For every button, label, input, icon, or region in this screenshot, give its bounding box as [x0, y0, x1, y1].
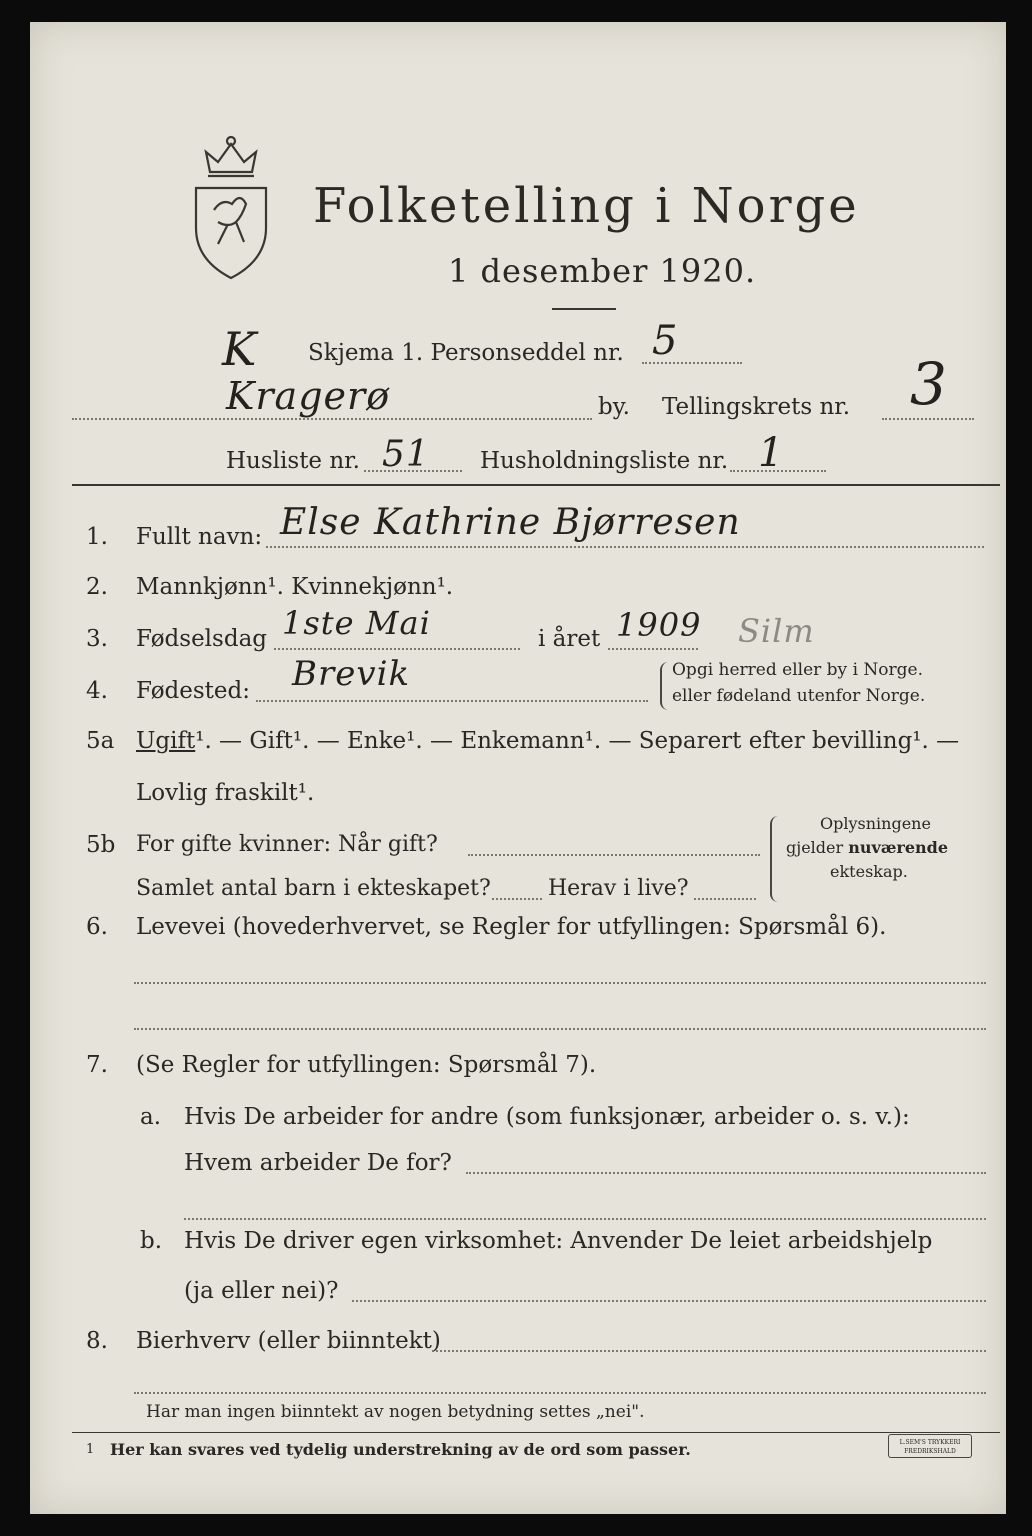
printer-stamp-line1: L.SEM'S TRYKKERI — [899, 1439, 961, 1446]
q3-margin-note: Silm — [738, 612, 815, 650]
q3-year-answer: 1909 — [616, 606, 702, 644]
q4-number: 4. — [86, 678, 108, 704]
q5b-note-brace — [770, 816, 780, 902]
q8-line2 — [134, 1392, 986, 1394]
q5b-note-line1: Oplysningene — [820, 814, 931, 833]
q5b-note-line3: ekteskap. — [830, 862, 908, 881]
footer-divider — [72, 1432, 1000, 1433]
form-date: 1 desember 1920. — [448, 252, 757, 290]
q5b-note-line2 — [786, 838, 948, 857]
q5a-ugift-underlined: Ugift — [136, 728, 196, 754]
q4-note-line1: Opgi herred eller by i Norge. — [672, 660, 923, 680]
q6-line2 — [134, 1028, 986, 1030]
q1-answer: Else Kathrine Bjørresen — [280, 502, 741, 543]
q5b-note-nuvaerende: nuværende — [848, 838, 949, 857]
skjema-label: Skjema 1. Personseddel nr. — [308, 340, 624, 366]
q7b-line2: (ja eller nei)? — [184, 1278, 339, 1304]
q7-number: 7. — [86, 1052, 108, 1078]
q3-year-label: i året — [538, 626, 601, 652]
q5a-line1-rest: ¹. — Gift¹. — Enke¹. — Enkemann¹. — Separert efter bevilling¹. — — [195, 728, 960, 754]
q1-number: 1. — [86, 524, 108, 550]
q3-number: 3. — [86, 626, 108, 652]
footer-note: Har man ingen biinntekt av nogen betydning settes „nei". — [146, 1402, 645, 1422]
printer-stamp — [888, 1434, 972, 1458]
q6-line1 — [134, 982, 986, 984]
q7a-line-1 — [466, 1172, 986, 1174]
husliste-nr-value: 51 — [382, 434, 430, 475]
q7a-line1: Hvis De arbeider for andre (som funksjonær, arbeider o. s. v.): — [184, 1104, 910, 1130]
q5b-line1: For gifte kvinner: Når gift? — [136, 832, 438, 857]
q1-line — [266, 546, 984, 548]
q8-line1 — [432, 1350, 986, 1352]
tellingskrets-nr-value: 3 — [910, 350, 948, 418]
q4-answer: Brevik — [292, 654, 411, 694]
husholdning-nr-value: 1 — [758, 430, 785, 476]
q5b-when-married-line — [468, 854, 760, 856]
q4-note-line2: eller fødeland utenfor Norge. — [672, 686, 926, 706]
printer-stamp-line2: FREDRIKSHALD — [904, 1448, 956, 1455]
q3-day-answer: 1ste Mai — [282, 604, 431, 642]
q4-label: Fødested: — [136, 678, 251, 704]
q5b-alive-line — [694, 898, 756, 900]
handwritten-mark-k: K — [222, 322, 258, 376]
title-divider — [552, 308, 616, 310]
coat-of-arms-icon — [188, 132, 274, 282]
q7b-line — [352, 1300, 986, 1302]
header-divider — [72, 484, 1000, 486]
q5a-line2: Lovlig fraskilt¹. — [136, 780, 315, 806]
by-label: by. — [598, 394, 630, 420]
q5a-number: 5a — [86, 728, 115, 754]
q2-number: 2. — [86, 574, 108, 600]
q6-label: Levevei (hovederhvervet, se Regler for utfyllingen: Spørsmål 6). — [136, 914, 887, 940]
q7b-letter: b. — [140, 1228, 163, 1254]
personseddel-nr-value: 5 — [652, 318, 679, 364]
q5b-children-line — [492, 898, 542, 900]
q7a-line2: Hvem arbeider De for? — [184, 1150, 452, 1176]
q6-number: 6. — [86, 914, 108, 940]
q7a-letter: a. — [140, 1104, 162, 1130]
city-value: Kragerø — [226, 374, 391, 418]
q5b-line2b: Herav i live? — [548, 876, 689, 901]
q8-label: Bierhverv (eller biinntekt) — [136, 1328, 441, 1354]
q4-line — [256, 700, 648, 702]
q7b-line1: Hvis De driver egen virksomhet: Anvender De leiet arbeidshjelp — [184, 1228, 933, 1254]
footnote-number: 1 — [86, 1442, 95, 1457]
q3-year-line — [608, 648, 698, 650]
footnote-text: Her kan svares ved tydelig understrekning av de ord som passer. — [110, 1440, 691, 1459]
q5b-note-gjelder: gjelder — [786, 838, 844, 857]
q1-label: Fullt navn: — [136, 524, 263, 550]
q3-day-line — [274, 648, 520, 650]
city-line — [72, 418, 592, 420]
form-title: Folketelling i Norge — [313, 178, 860, 234]
husholdning-label: Husholdningsliste nr. — [480, 448, 729, 474]
q8-number: 8. — [86, 1328, 108, 1354]
husliste-label: Husliste nr. — [226, 448, 360, 474]
tellingskrets-line — [882, 418, 974, 420]
q7a-line-2 — [184, 1218, 986, 1220]
q3-label: Fødselsdag — [136, 626, 268, 652]
tellingskrets-label: Tellingskrets nr. — [662, 394, 851, 420]
q2-label: Mannkjønn¹. Kvinnekjønn¹. — [136, 574, 454, 600]
q7-label: (Se Regler for utfyllingen: Spørsmål 7). — [136, 1052, 597, 1078]
census-form-sheet — [30, 22, 1006, 1514]
q5b-number: 5b — [86, 832, 116, 858]
q4-note-brace — [660, 662, 670, 710]
q5a-line1 — [136, 728, 959, 754]
q5b-line2a: Samlet antal barn i ekteskapet? — [136, 876, 491, 901]
